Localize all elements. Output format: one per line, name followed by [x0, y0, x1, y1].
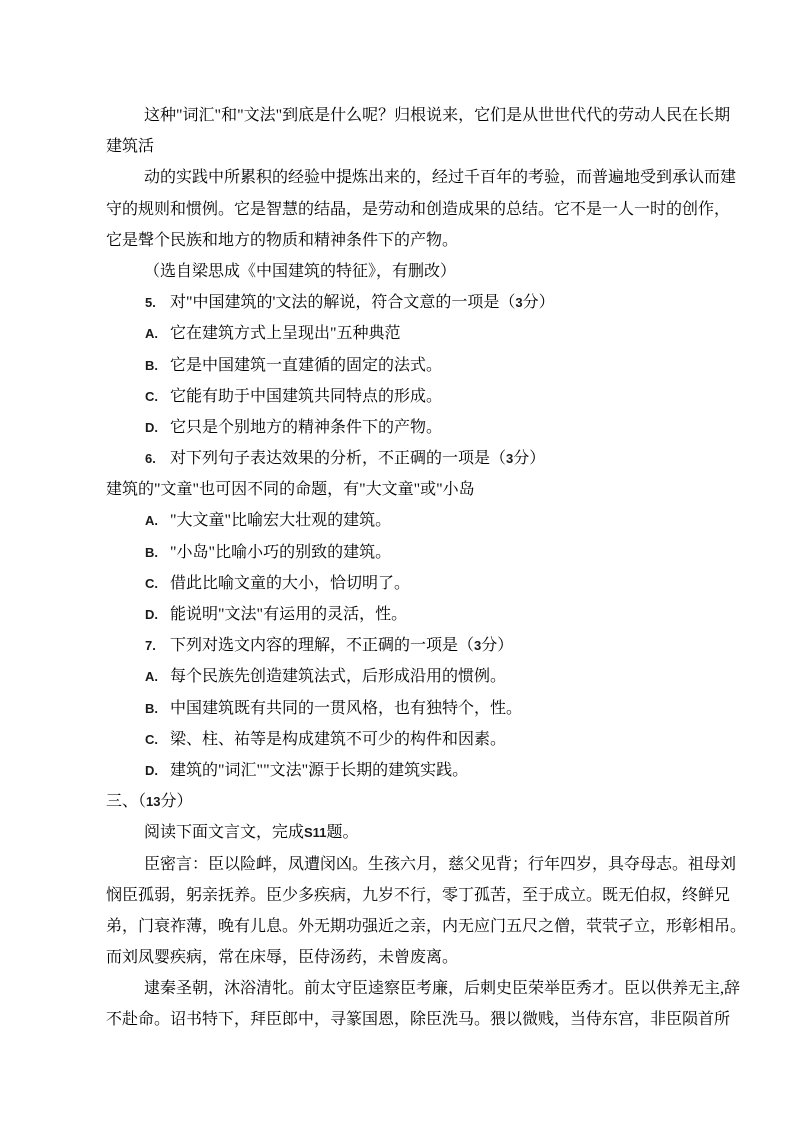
line-text: 它在建筑方式上呈现出"五种典范	[170, 325, 401, 343]
text-line	[106, 474, 706, 505]
option-line	[106, 661, 706, 692]
text-line	[106, 817, 706, 848]
line-text: 借此比喻文童的大小，恰切明了。	[170, 574, 411, 592]
line-text: 建筑的"词汇""文法"源于长期的建筑实践。	[170, 761, 469, 779]
text-line	[106, 225, 706, 256]
text-line	[106, 942, 706, 973]
option-line	[106, 693, 706, 724]
option-letter: A.	[145, 513, 158, 529]
text-line	[106, 256, 706, 287]
option-letter: D.	[145, 607, 158, 622]
option-letter: B.	[145, 544, 158, 560]
line-text: （选自梁思成《中国建筑的特征》，有删改）	[144, 262, 457, 280]
option-letter: A.	[145, 669, 158, 685]
line-text: 逮秦圣朝，沐浴清牝。前太守臣逵察臣考廉，后刺史臣荣举臣秀才。臣以供养无主,辞	[144, 980, 741, 998]
line-text: 而刘凤婴疾病，常在床辱，臣侍汤药，未曾废离。	[106, 949, 459, 967]
option-letter: C.	[145, 731, 158, 747]
text-line	[106, 911, 747, 942]
text-line	[106, 100, 731, 131]
option-line	[106, 537, 706, 568]
line-text: 阅读下面文言文，完成S11题。	[144, 824, 359, 842]
text-line	[106, 973, 741, 1004]
option-line	[106, 568, 706, 599]
line-text: 中国建筑既有共同的一贯风格，也有独特个，性。	[170, 699, 523, 717]
line-text: 弟，门衰祚薄，晚有儿息。外无期功强近之亲，内无应门五尺之僧，茕茕孑立，形彰相吊。	[106, 917, 747, 935]
question-line	[106, 443, 706, 474]
option-letter: B.	[145, 700, 158, 716]
line-text: "小岛"比喻小巧的别致的建筑。	[170, 543, 392, 561]
option-letter: D.	[145, 762, 158, 778]
question-number: 5.	[145, 295, 156, 311]
option-line	[106, 505, 706, 536]
line-text: 它只是个别地方的精神条件下的产物。	[170, 418, 443, 436]
line-text: 对下列句子表达效果的分析，不正碉的一项是（3分）	[170, 450, 546, 468]
option-line	[106, 318, 706, 349]
text-line	[106, 162, 737, 193]
line-text: 守的规则和惯例。它是智慧的结晶，是劳动和创造成果的总结。它不是一人一时的创作，	[106, 200, 731, 218]
option-letter: D.	[145, 419, 158, 435]
question-number: 6.	[145, 451, 156, 467]
line-text: 动的实践中所累积的经验中提炼出来的，经过千百年的考验，而普遍地受到承认而建	[144, 169, 737, 187]
option-line	[106, 381, 706, 412]
line-text: 建筑的"文童"也可因不同的命题，有"大文童"或"小岛	[106, 481, 475, 499]
option-letter: A.	[145, 326, 158, 342]
question-number: 7.	[145, 638, 156, 654]
line-text: 悯臣孤弱，躬亲抚养。臣少多疾病，九岁不行，零丁孤苦，至于成立。既无伯叔，终鲜兄	[106, 886, 731, 904]
text-line	[106, 1004, 731, 1035]
line-text: 每个民族先创造建筑法式，后形成沿用的惯例。	[170, 668, 507, 686]
option-line	[106, 350, 706, 381]
line-text: 建筑活	[106, 138, 155, 156]
line-text: 这种"词汇"和"文法"到底是什么呢？归根说来，它们是从世世代代的劳动人民在长期	[144, 107, 731, 124]
line-text: 梁、柱、祐等是构成建筑不可少的构件和因素。	[170, 730, 507, 748]
text-line	[106, 131, 706, 162]
line-text: 对"中国建筑的'文法的解说，符合文意的一项是（3分）	[170, 294, 555, 312]
line-text: 臣密言：臣以险衅，凤遭闵凶。生孩六月，慈父见背；行年四岁，具夺母志。祖母刘	[144, 855, 737, 873]
option-line	[106, 755, 706, 786]
text-line	[106, 194, 731, 225]
option-letter: B.	[145, 357, 158, 373]
document-content	[106, 100, 747, 1036]
option-line	[106, 599, 706, 630]
line-text: 三、（13分）	[106, 793, 193, 811]
line-text: 下列对选文内容的理解，不正碉的一项是（3分）	[170, 637, 514, 655]
line-text: 不赴命。诏书特下，拜臣郎中，寻篆国恩，除臣洗马。猥以微贱，当侍东宫，非臣陨首所	[106, 1011, 731, 1029]
line-text: 它是中国建筑一直建循的固定的法式。	[170, 356, 443, 374]
question-line	[106, 287, 706, 318]
line-text: 它是聲个民族和地方的物质和精神条件下的产物。	[106, 231, 459, 249]
line-text: "大文童"比喻宏大壮观的建筑。	[170, 512, 392, 530]
line-text: 能说明"文法"有运用的灵活，性。	[170, 606, 408, 623]
option-line	[106, 724, 706, 755]
option-letter: C.	[145, 388, 158, 404]
text-line	[106, 849, 737, 880]
line-text: 它能有助于中国建筑共同特点的形成。	[170, 387, 443, 405]
option-line	[106, 412, 706, 443]
text-line	[106, 786, 706, 817]
option-letter: C.	[145, 575, 158, 591]
text-line	[106, 880, 731, 911]
question-line	[106, 630, 706, 661]
